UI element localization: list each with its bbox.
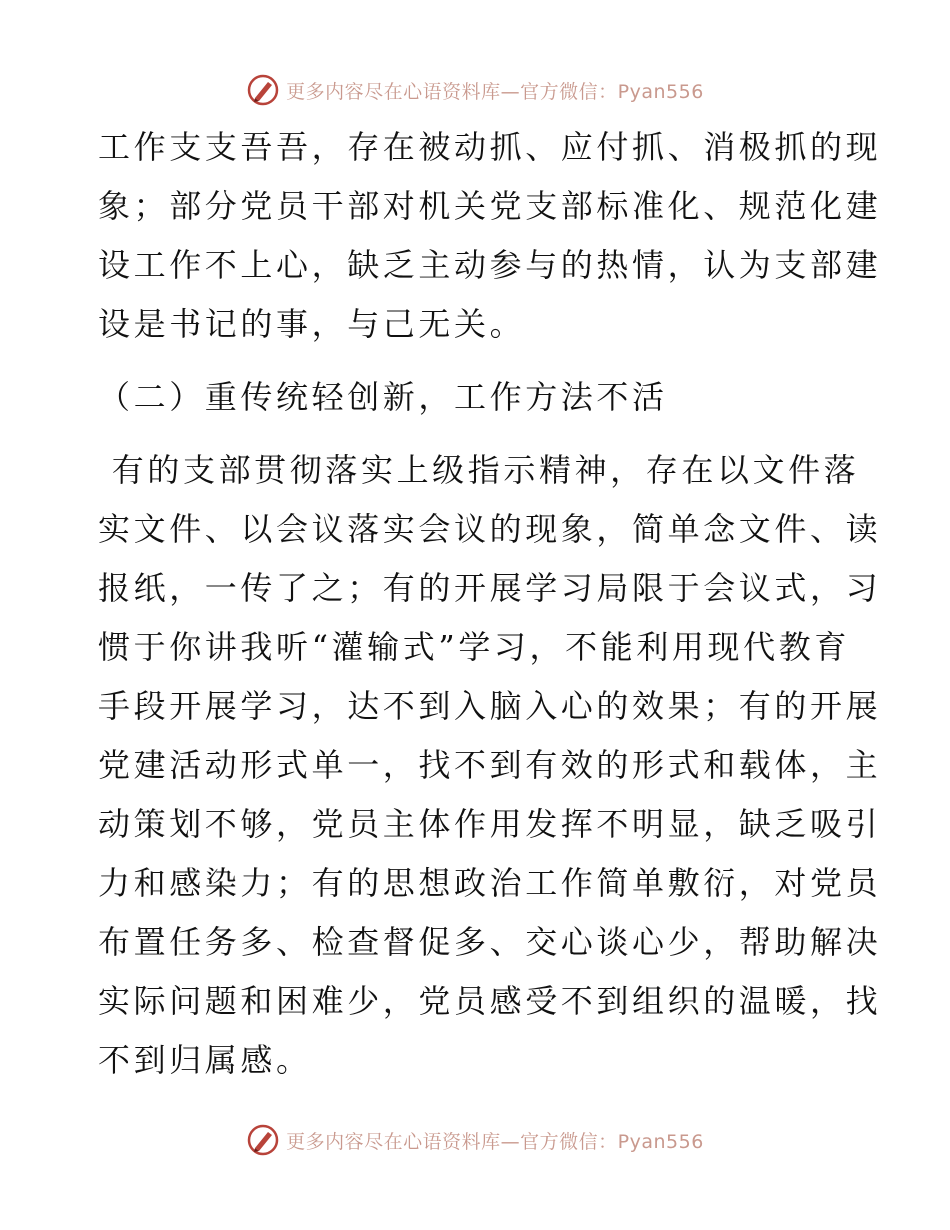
text-line: 设工作不上心，缺乏主动参与的热情，认为支部建 — [98, 246, 882, 284]
pen-logo-icon — [246, 1123, 280, 1157]
text-line: 象；部分党员干部对机关党支部标准化、规范化建 — [98, 187, 882, 225]
text-line: 有的支部贯彻落实上级指示精神，存在以文件落 — [98, 451, 860, 489]
text-line: 工作支支吾吾，存在被动抓、应付抓、消极抓的现 — [98, 128, 882, 166]
text-line: 惯于你讲我听“灌输式”学习，不能利用现代教育 — [98, 628, 850, 666]
text-line: 实文件、以会议落实会议的现象，简单念文件、读 — [98, 510, 882, 548]
text-line: 布置任务多、检查督促多、交心谈心少，帮助解决 — [98, 923, 882, 961]
section-heading: （二）重传统轻创新，工作方法不活 — [98, 378, 668, 416]
text-line: 手段开展学习，达不到入脑入心的效果；有的开展 — [98, 687, 882, 725]
paragraph-1 — [98, 118, 882, 354]
text-line: 报纸，一传了之；有的开展学习局限于会议式，习 — [98, 569, 882, 607]
pen-logo-icon — [246, 73, 280, 107]
footer-watermark-banner — [0, 1120, 950, 1160]
header-watermark-banner — [0, 70, 950, 110]
text-line: 动策划不够，党员主体作用发挥不明显，缺乏吸引 — [98, 805, 882, 843]
text-line: 实际问题和困难少，党员感受不到组织的温暖，找 — [98, 982, 882, 1020]
text-line: 不到归属感。 — [98, 1041, 312, 1079]
paragraph-2 — [98, 441, 882, 1090]
watermark-text: 更多内容尽在心语资料库—官方微信：Pyan556 — [286, 80, 704, 103]
document-body — [98, 118, 882, 1090]
watermark-text: 更多内容尽在心语资料库—官方微信：Pyan556 — [286, 1130, 704, 1153]
text-line: 设是书记的事，与己无关。 — [98, 305, 526, 343]
text-line: 力和感染力；有的思想政治工作简单敷衍，对党员 — [98, 864, 882, 902]
text-line: 党建活动形式单一，找不到有效的形式和载体，主 — [98, 746, 882, 784]
